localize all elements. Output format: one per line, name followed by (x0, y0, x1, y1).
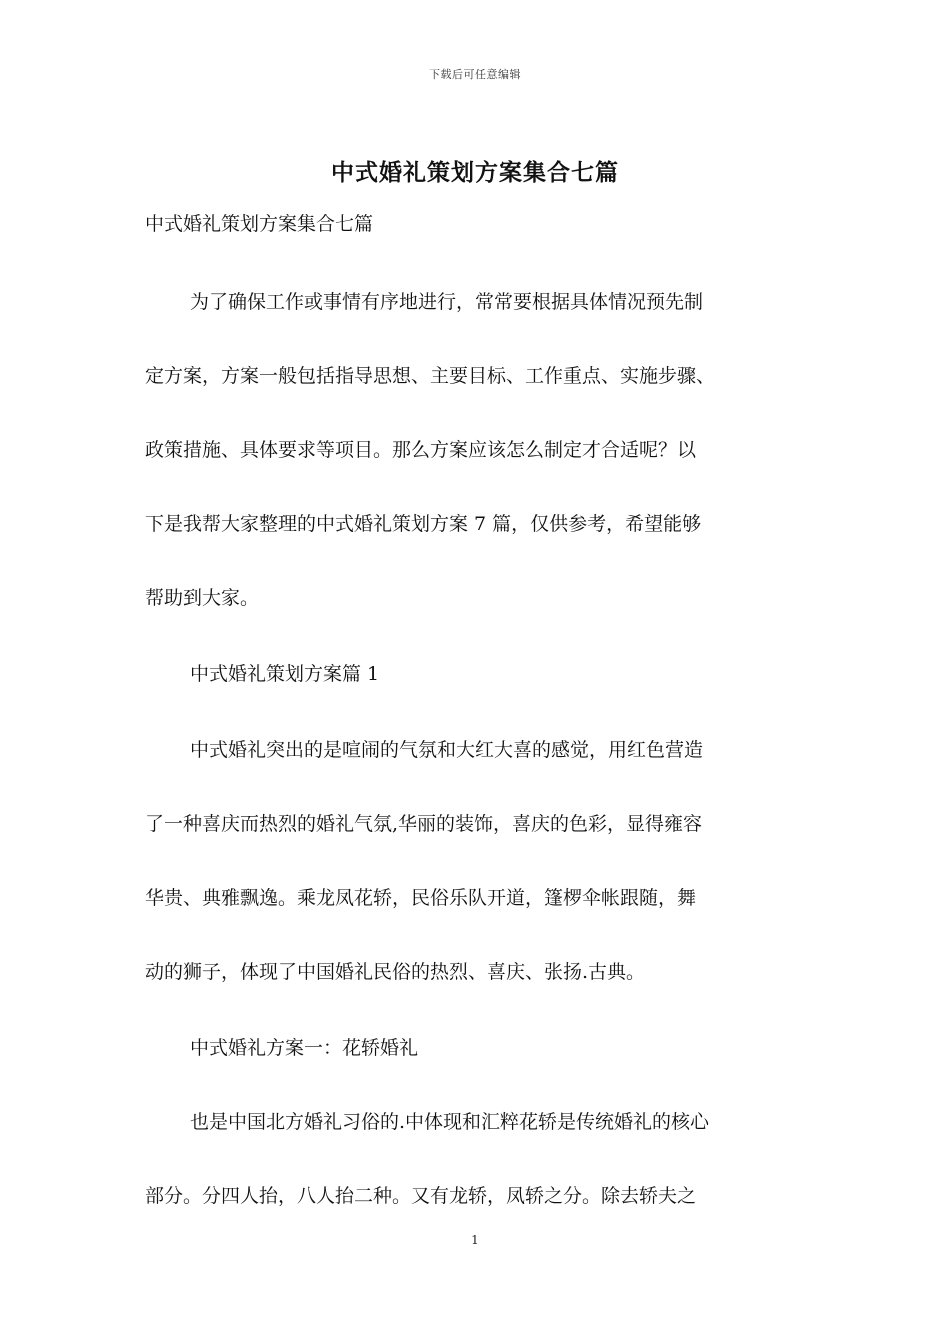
paragraph-line: 动的狮子，体现了中国婚礼民俗的热烈、喜庆、张扬.古典。 (145, 961, 646, 983)
paragraph-line: 政策措施、具体要求等项目。那么方案应该怎么制定才合适呢？以 (145, 439, 697, 461)
paragraph-line: 华贵、典雅飘逸。乘龙凤花轿，民俗乐队开道，篷椤伞帐跟随，舞 (145, 887, 697, 909)
paragraph-line: 为了确保工作或事情有序地进行，常常要根据具体情况预先制 (190, 291, 704, 313)
paragraph-line: 下是我帮大家整理的中式婚礼策划方案 7 篇，仅供参考，希望能够 (145, 513, 702, 535)
subtitle-line: 中式婚礼策划方案集合七篇 (145, 213, 374, 235)
paragraph-line: 了一种喜庆而热烈的婚礼气氛,华丽的装饰，喜庆的色彩，显得雍容 (145, 813, 703, 835)
section-heading: 中式婚礼方案一：花轿婚礼 (190, 1037, 419, 1059)
header-note: 下载后可任意编辑 (429, 68, 521, 81)
paragraph-line: 中式婚礼突出的是喧闹的气氛和大红大喜的感觉，用红色营造 (190, 739, 704, 761)
document-title: 中式婚礼策划方案集合七篇 (331, 159, 619, 186)
section-heading: 中式婚礼策划方案篇 1 (190, 663, 380, 685)
paragraph-line: 帮助到大家。 (145, 587, 260, 609)
paragraph-line: 也是中国北方婚礼习俗的.中体现和汇粹花轿是传统婚礼的核心 (190, 1111, 710, 1133)
page-number: 1 (471, 1233, 479, 1247)
paragraph-line: 部分。分四人抬，八人抬二种。又有龙轿，凤轿之分。除去轿夫之 (145, 1185, 697, 1207)
paragraph-line: 定方案，方案一般包括指导思想、主要目标、工作重点、实施步骤、 (145, 365, 716, 387)
